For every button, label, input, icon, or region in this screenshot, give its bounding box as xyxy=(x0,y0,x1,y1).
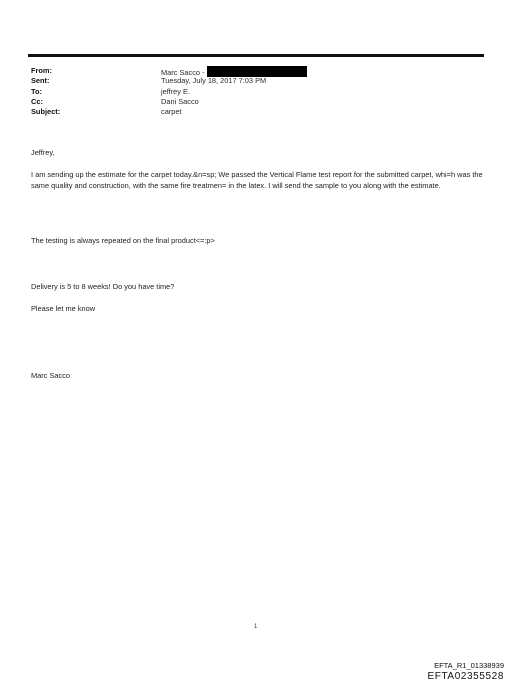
greeting: Jeffrey, xyxy=(31,148,55,157)
bates-number-primary: EFTA_R1_01338939 xyxy=(434,661,504,670)
sent-value: Tuesday, July 18, 2017 7:03 PM xyxy=(161,76,267,86)
sent-label: Sent: xyxy=(31,76,50,86)
cc-value: Dani Sacco xyxy=(161,96,199,106)
paragraph-delivery: Delivery is 5 to 8 weeks! Do you have time? xyxy=(31,282,175,291)
header-row-sent xyxy=(31,76,481,86)
header-row-subject xyxy=(31,107,481,117)
signature: Marc Sacco xyxy=(31,371,71,380)
from-name: Marc Sacco xyxy=(161,68,201,77)
subject-label: Subject: xyxy=(31,107,61,117)
to-label: To: xyxy=(31,86,42,96)
from-label: From: xyxy=(31,66,52,75)
paragraph-testing: The testing is always repeated on the final product<=:p> xyxy=(31,236,215,245)
paragraph-please: Please let me know xyxy=(31,304,96,313)
bates-number-secondary: EFTA02355528 xyxy=(427,671,504,682)
from-value: Marc Sacco - xyxy=(161,66,307,78)
subject-value: carpet xyxy=(161,107,182,117)
header-row-cc xyxy=(31,97,481,107)
header-rule xyxy=(28,54,484,57)
email-header xyxy=(31,66,481,117)
paragraph-main: I am sending up the estimate for the carpet today.&n=sp; We passed the Vertical Flame test report for the submitted carpet, whi=h was the same quality and construction, with the same fire treatmen= in the latex. I will send the sample to you along with the estimate. xyxy=(31,170,483,190)
cc-label: Cc: xyxy=(31,96,43,106)
header-row-to xyxy=(31,87,481,97)
page-number: 1 xyxy=(254,624,258,630)
header-row-from xyxy=(31,66,481,76)
to-value: jeffrey E. xyxy=(161,86,191,96)
